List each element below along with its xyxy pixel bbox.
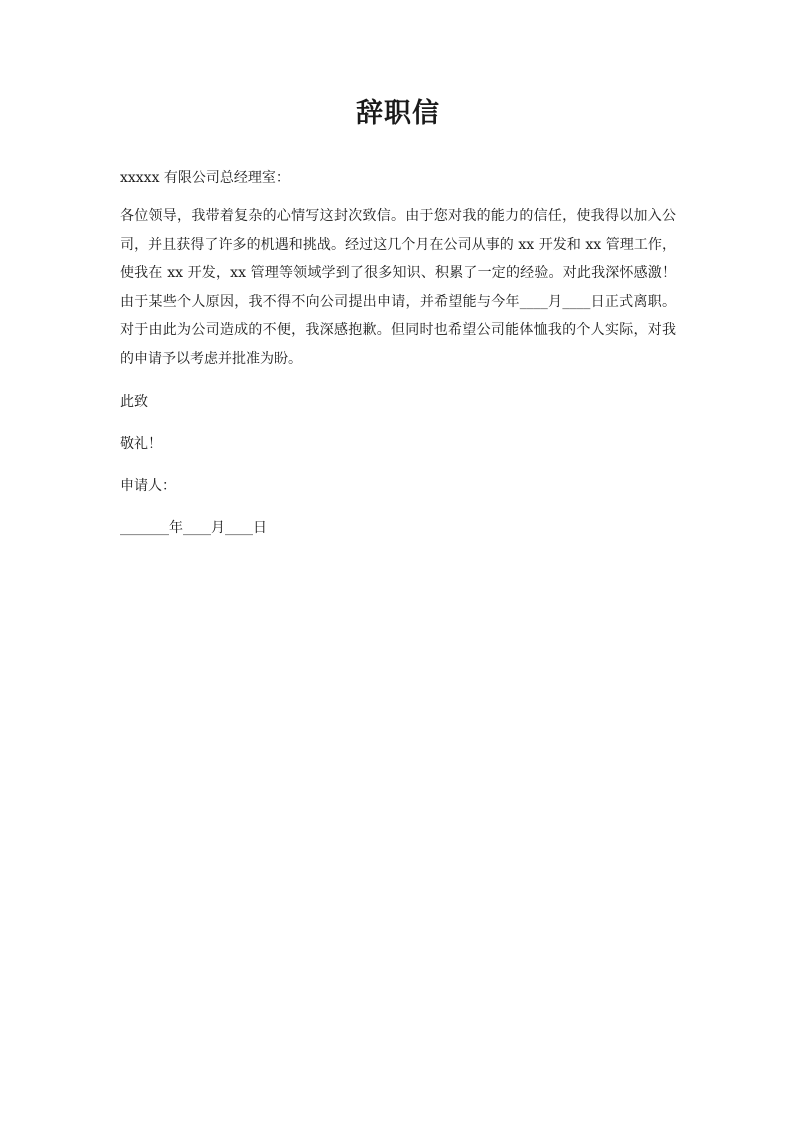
applicant-label: 申请人： <box>120 478 176 494</box>
letter-body: 各位领导，我带着复杂的心情写这封次致信。由于您对我的能力的信任，使我得以加入公司，并且获得了许多的机遇和挑战。经过这几个月在公司从事的 xx 开发和 xx 管理工作，使我在 xx 开发，xx 管理等领域学到了很多知识、积累了一定的经验。对此我深怀感激！由于某些个人原因，我不得不向公司提出申请，并希望能与今年____月____日正式离职。对于由此为公司造成的不便，我深感抱歉。但同时也希望公司能体恤我的个人实际，对我的申请予以考虑并批准为盼。 <box>120 208 676 367</box>
date-line: _______年____月____日 <box>120 520 267 536</box>
recipient-line: xxxxx 有限公司总经理室： <box>120 170 290 186</box>
closing-salutation: 此致 <box>120 394 148 410</box>
document-title: 辞职信 <box>356 98 440 129</box>
closing-respect: 敬礼！ <box>120 436 162 452</box>
